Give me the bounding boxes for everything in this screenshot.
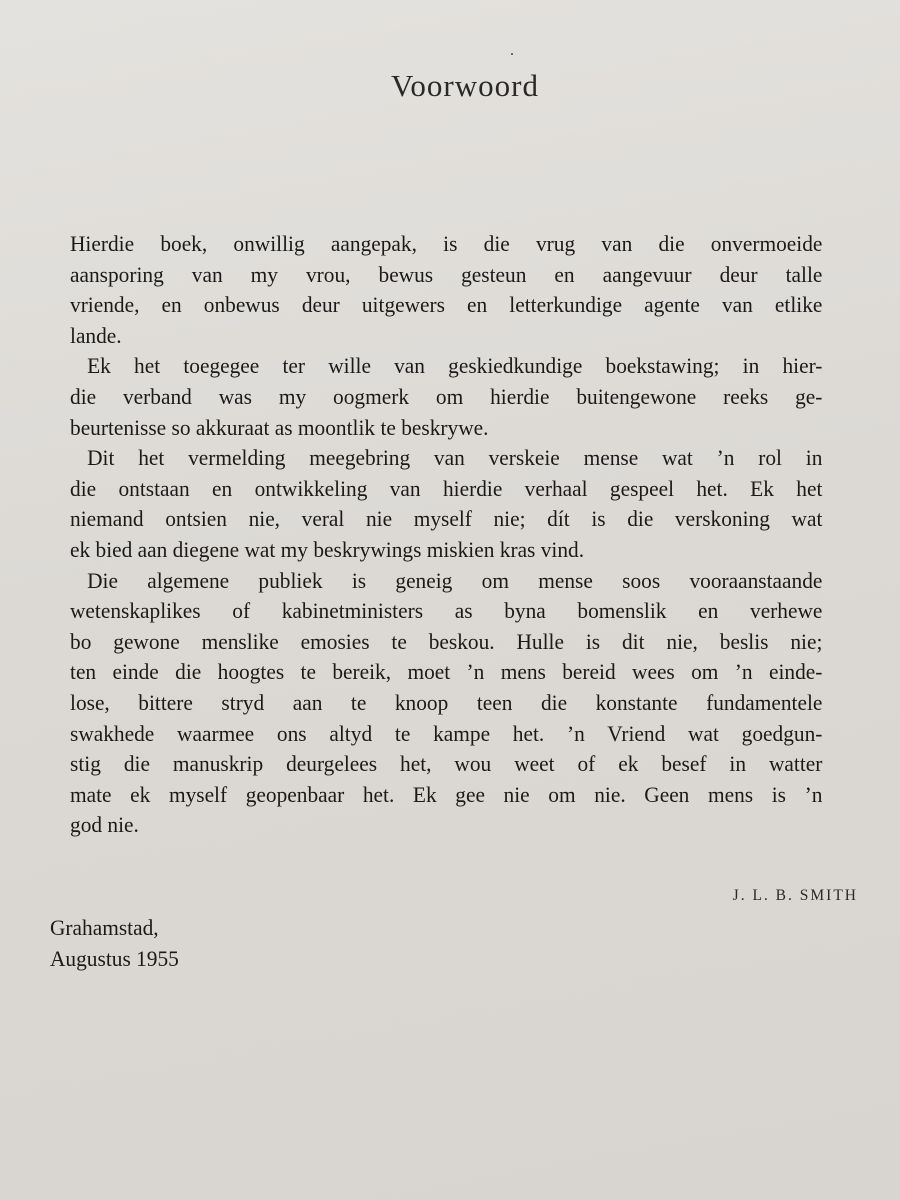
paragraph-1 [70,229,822,351]
paragraph-3 [70,443,822,565]
text-line: die verband was my oogmerk om hierdie buitengewone reeks ge- [70,383,823,409]
text-line: vriende, en onbewus deur uitgewers en letterkundige agente van etlike [70,292,823,318]
text-line: lande. [70,322,122,348]
text-line: ek bied aan diegene wat my beskrywings miskien kras vind. [70,536,585,562]
paragraph-4 [70,566,822,841]
text-line: wetenskaplikes of kabinetministers as byna bomenslik en verhewe [70,598,823,624]
text-line: ten einde die hoogtes te bereik, moet ’n mens bereid wees om ’n einde- [70,659,823,685]
text-line: aansporing van my vrou, bewus gesteun en aangevuur deur talle [70,261,823,287]
page-title: Voorwoord [391,68,539,103]
place-text: Grahamstad, [50,915,159,940]
date-text: Augustus 1955 [50,946,179,971]
author-signature: J. L. B. SMITH [732,887,858,904]
text-line: niemand ontsien nie, veral nie myself nie; dít is die verskoning wat [70,506,823,532]
text-line: die ontstaan en ontwikkeling van hierdie verhaal gespeel het. Ek het [70,475,823,501]
place-and-date [50,912,179,974]
ink-speck [511,53,513,55]
paragraph-2 [70,351,822,443]
text-line: mate ek myself geopenbaar het. Ek gee nie om nie. Geen mens is ’n [70,781,823,807]
text-line: swakhede waarmee ons altyd te kampe het. ’n Vriend wat goedgun- [70,720,823,746]
text-line: Ek het toegegee ter wille van geskiedkundige boekstawing; in hier- [87,353,823,379]
text-line: stig die manuskrip deurgelees het, wou weet of ek besef in watter [70,751,823,777]
text-line: beurtenisse so akkuraat as moontlik te beskrywe. [70,414,489,440]
text-line: god nie. [70,812,139,838]
text-line: Dit het vermelding meegebring van verskeie mense wat ’n rol in [87,445,823,471]
foreword-body [70,229,822,841]
text-line: bo gewone menslike emosies te beskou. Hulle is dit nie, beslis nie; [70,628,823,654]
text-line: lose, bittere stryd aan te knoop teen die konstante fundamentele [70,689,823,715]
text-line: Hierdie boek, onwillig aangepak, is die vrug van die onvermoeide [70,231,823,256]
text-line: Die algemene publiek is geneig om mense soos vooraanstaande [87,567,823,593]
